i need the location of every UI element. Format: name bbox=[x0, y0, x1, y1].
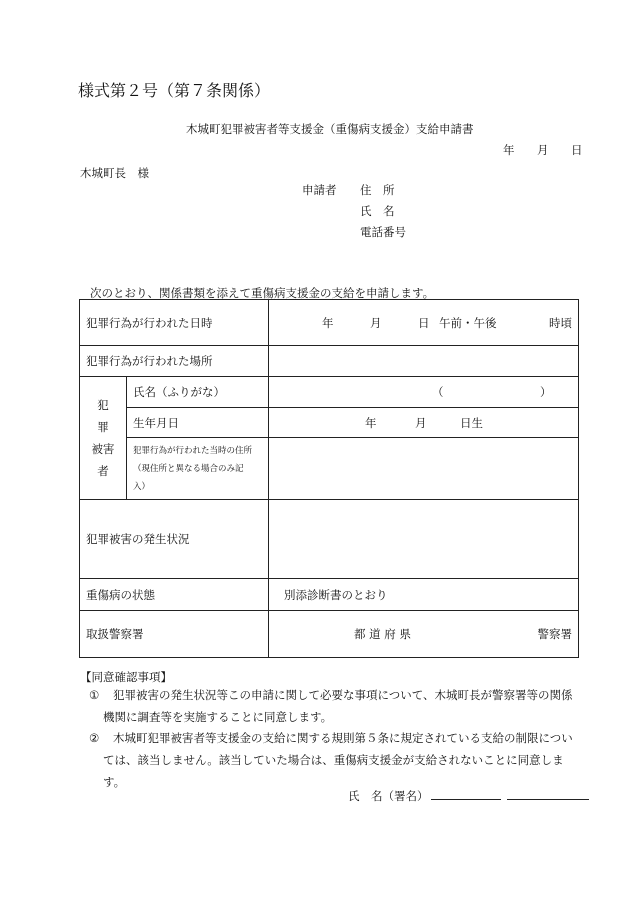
furigana-paren-open: （ bbox=[432, 385, 444, 399]
signature-line[interactable] bbox=[431, 789, 501, 800]
furigana-paren-close: ） bbox=[540, 385, 552, 399]
consent-item-1-line-2: 機関に調査等を実施することに同意します。 bbox=[103, 710, 333, 724]
consent-heading: 【同意確認事項】 bbox=[80, 670, 172, 684]
prefecture-text: 都 道 府 県 bbox=[354, 627, 411, 641]
past-address-label bbox=[127, 438, 269, 500]
dob-label: 生年月日 bbox=[127, 408, 269, 438]
addressee: 木城町長 様 bbox=[80, 166, 149, 180]
datetime-field[interactable] bbox=[269, 300, 579, 346]
past-address-note-1: 犯罪行為が行われた当時の住所 bbox=[133, 445, 253, 456]
past-address-note-3: 入） bbox=[133, 481, 151, 492]
place-label: 犯罪行為が行われた場所 bbox=[80, 346, 269, 377]
consent-item-2-line-2: ては、該当しません。該当していた場合は、重傷病支援金が支給されないことに同意します。 bbox=[103, 753, 564, 789]
signature-line[interactable] bbox=[507, 789, 589, 800]
victim-label-line1: 犯 罪 bbox=[97, 398, 121, 434]
table-row bbox=[80, 611, 579, 658]
applicant-address-label: 住 所 bbox=[360, 183, 395, 197]
table-row bbox=[80, 377, 579, 408]
occurrence-label: 犯罪被害の発生状況 bbox=[80, 500, 269, 579]
victim-label-line2: 被害者 bbox=[91, 442, 115, 478]
consent-item-1-line-1: 犯罪被害の発生状況等この申請に関して必要な事項について、木城町長が警察署等の関係 bbox=[113, 688, 573, 702]
table-row bbox=[80, 408, 579, 438]
dob-field[interactable] bbox=[269, 408, 579, 438]
place-field[interactable] bbox=[269, 346, 579, 377]
intro-text: 次のとおり、関係書類を添えて重傷病支援金の支給を申請します。 bbox=[90, 286, 435, 300]
date-day: 日 bbox=[571, 143, 583, 157]
past-address-note-2: （現住所と異なる場合のみ記 bbox=[133, 463, 244, 474]
name-label: 氏名（ふりがな） bbox=[127, 377, 269, 408]
dob-year: 年 bbox=[365, 415, 377, 430]
datetime-year: 年 bbox=[322, 315, 334, 330]
datetime-month: 月 bbox=[370, 315, 382, 330]
date-month: 月 bbox=[537, 143, 549, 157]
datetime-label: 犯罪行為が行われた日時 bbox=[80, 300, 269, 346]
signature-area bbox=[348, 788, 589, 804]
datetime-day: 日 bbox=[418, 315, 430, 330]
injury-label: 重傷病の状態 bbox=[80, 579, 269, 611]
applicant-label: 申請者 bbox=[302, 183, 337, 197]
occurrence-field[interactable] bbox=[269, 500, 579, 579]
consent-item-2-number: ② bbox=[89, 731, 100, 745]
past-address-field[interactable] bbox=[269, 438, 579, 500]
table-row bbox=[80, 438, 579, 500]
dob-month: 月 bbox=[415, 415, 427, 430]
consent-item-2-line-1: 木城町犯罪被害者等支援金の支給に関する規則第５条に規定されている支給の制限につい bbox=[113, 731, 573, 745]
table-row bbox=[80, 579, 579, 611]
signature-label: 氏 名（署名） bbox=[348, 789, 429, 803]
application-table bbox=[79, 299, 579, 658]
submission-date bbox=[503, 142, 583, 158]
applicant-name-label: 氏 名 bbox=[360, 204, 395, 218]
injury-value: 別添診断書のとおり bbox=[284, 587, 388, 602]
police-field[interactable] bbox=[269, 611, 579, 658]
table-row bbox=[80, 300, 579, 346]
police-station-text: 警察署 bbox=[537, 627, 572, 641]
name-field[interactable] bbox=[269, 377, 579, 408]
document-title: 木城町犯罪被害者等支援金（重傷病支援金）支給申請書 bbox=[186, 122, 474, 136]
police-label: 取扱警察署 bbox=[80, 611, 269, 658]
consent-item-1 bbox=[89, 684, 584, 728]
table-row bbox=[80, 500, 579, 579]
form-number: 様式第２号（第７条関係） bbox=[78, 81, 271, 100]
consent-item-1-number: ① bbox=[89, 688, 100, 702]
datetime-ampm: 午前・午後 bbox=[439, 315, 497, 330]
applicant-phone-label: 電話番号 bbox=[360, 225, 406, 239]
datetime-hour: 時頃 bbox=[549, 315, 572, 330]
table-row bbox=[80, 346, 579, 377]
injury-field[interactable] bbox=[269, 579, 579, 611]
victim-label bbox=[80, 377, 127, 500]
consent-item-2 bbox=[89, 727, 584, 793]
date-year: 年 bbox=[503, 143, 515, 157]
dob-day: 日生 bbox=[460, 415, 483, 430]
